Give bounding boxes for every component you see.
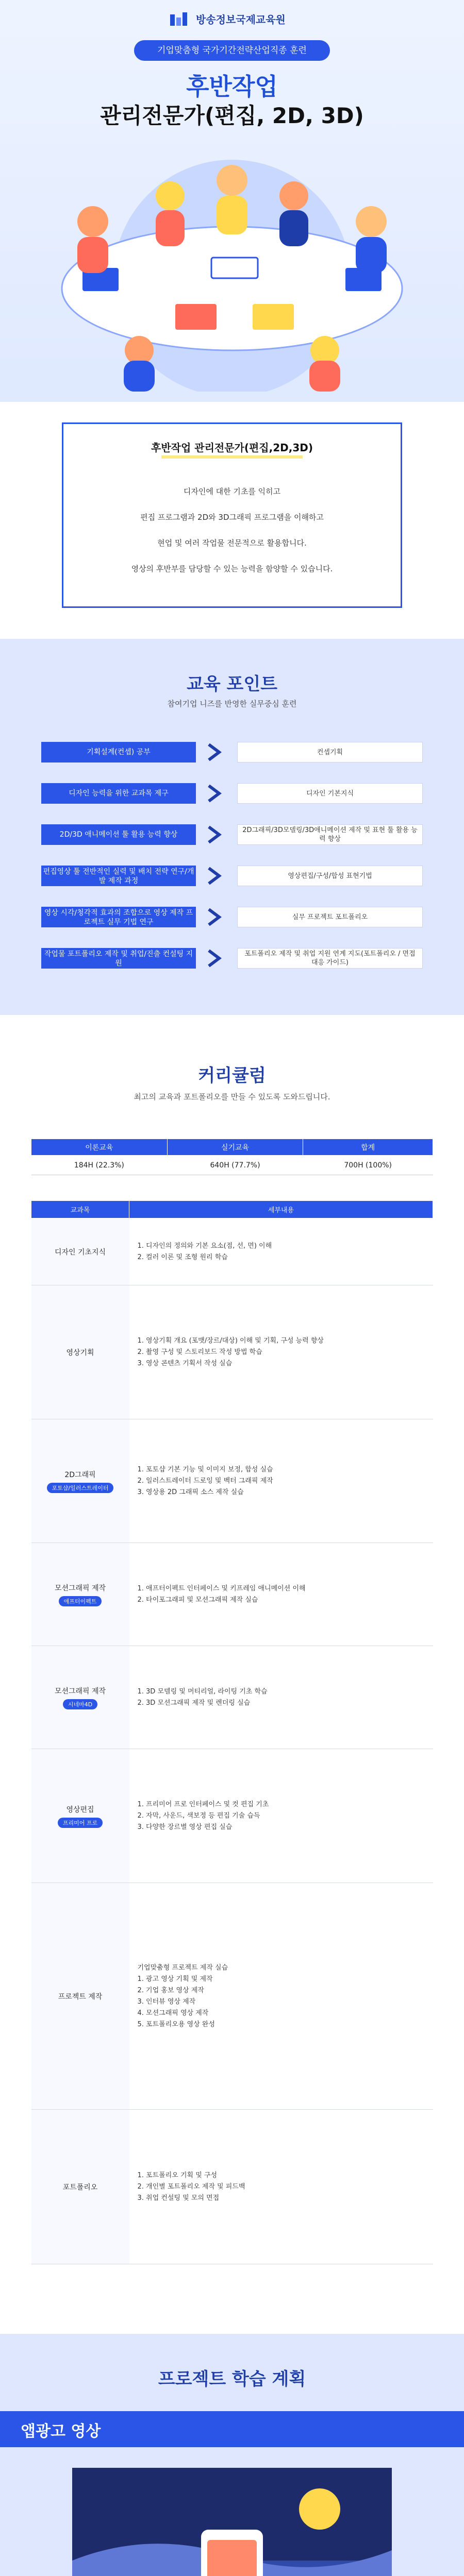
description-cell bbox=[129, 2110, 433, 2264]
description-line: 3. 다양한 장르별 영상 편집 실습 bbox=[137, 1823, 233, 1831]
subject-cell bbox=[31, 1646, 129, 1749]
logo[interactable] bbox=[170, 11, 286, 26]
curriculum-header: 세부내용 bbox=[129, 1201, 433, 1218]
description-cell bbox=[129, 1749, 433, 1883]
tool-badge: 시네마4D bbox=[63, 1699, 97, 1709]
description-line: 1. 프리미어 프로 인터페이스 및 컷 편집 기초 bbox=[137, 1800, 269, 1808]
subject-name: 모션그래픽 제작 bbox=[54, 1687, 106, 1696]
subject-name: 모션그래픽 제작 bbox=[54, 1584, 106, 1592]
description-line: 2. 컬러 이론 및 조형 원리 학습 bbox=[137, 1253, 228, 1261]
description-line: 5. 포트폴리오용 영상 완성 bbox=[137, 2020, 215, 2028]
description-line: 2. 일러스트레이터 드로잉 및 벡터 그래픽 제작 bbox=[137, 1477, 273, 1485]
chevron-right-icon bbox=[204, 948, 224, 969]
hero-title-line1: 후반작업 bbox=[186, 73, 278, 100]
description-cell bbox=[129, 1646, 433, 1749]
summary-header: 이론교육 bbox=[31, 1139, 168, 1156]
summary-header: 실기교육 bbox=[167, 1139, 303, 1156]
project-category-title: 앱광고 영상 bbox=[21, 2422, 101, 2441]
project-plan-title: 프로젝트 학습 계획 bbox=[158, 2369, 306, 2389]
description-line: 2. 타이포그래피 및 모션그래픽 제작 실습 bbox=[137, 1596, 258, 1604]
intro-line: 현업 및 여러 작업물 전문적으로 활용합니다. bbox=[157, 538, 307, 548]
description-line: 1. 영상기획 개요 (포맷/장르/대상) 이해 및 기획, 구성 능력 향상 bbox=[137, 1336, 324, 1345]
curriculum-header: 교과목 bbox=[31, 1201, 129, 1218]
logo-icon bbox=[170, 12, 191, 26]
subject-cell bbox=[31, 1543, 129, 1646]
description-line: 1. 애프터이펙트 인터페이스 및 키프레임 애니메이션 이해 bbox=[137, 1584, 306, 1592]
subject-cell bbox=[31, 1749, 129, 1883]
logo-text: 방송정보국제교육원 bbox=[196, 13, 286, 26]
team-meeting-illustration-icon bbox=[21, 134, 443, 392]
curriculum-section bbox=[0, 1015, 464, 2334]
intro-section bbox=[0, 402, 464, 639]
description-cell bbox=[129, 1883, 433, 2110]
description-line: 2. 개인별 포트폴리오 제작 및 피드백 bbox=[137, 2182, 245, 2191]
table-row bbox=[31, 1419, 433, 1543]
edu-point-left: 작업물 포트폴리오 제작 및 취업/진출 컨설팅 지원 bbox=[41, 948, 196, 969]
description-cell bbox=[129, 1218, 433, 1285]
table-row bbox=[31, 1749, 433, 1883]
description-line: 3. 영상 콘텐츠 기획서 작성 실습 bbox=[137, 1359, 233, 1367]
edu-point-right: 포트폴리오 제작 및 취업 지원 연계 지도(포트폴리오 / 면접 대응 가이드) bbox=[237, 948, 423, 969]
summary-value: 700H (100%) bbox=[303, 1156, 433, 1175]
hours-summary-table bbox=[31, 1139, 433, 1175]
table-row bbox=[31, 2110, 433, 2264]
intro-title: 후반작업 관리전문가(편집,2D,3D) bbox=[63, 439, 401, 454]
description-line: 1. 3D 모델링 및 머티리얼, 라이팅 기초 학습 bbox=[137, 1687, 268, 1696]
edu-point-right: 컨셉기획 bbox=[237, 742, 423, 762]
hero-section bbox=[0, 0, 464, 402]
table-row bbox=[31, 1218, 433, 1285]
intro-line: 영상의 후반부를 담당할 수 있는 능력을 함양할 수 있습니다. bbox=[131, 564, 333, 573]
summary-header: 합계 bbox=[303, 1139, 433, 1156]
description-line: 2. 3D 모션그래픽 제작 및 렌더링 실습 bbox=[137, 1699, 251, 1707]
chevron-right-icon bbox=[204, 783, 224, 804]
subject-name: 2D그래픽 bbox=[64, 1470, 96, 1479]
description-line: 3. 취업 컨설팅 및 모의 면접 bbox=[137, 2194, 220, 2202]
subject-name: 프로젝트 제작 bbox=[58, 1992, 103, 2001]
description-line: 2. 자막, 사운드, 색보정 등 편집 기술 습득 bbox=[137, 1811, 260, 1820]
tool-badge: 애프터이펙트 bbox=[59, 1596, 102, 1606]
edu-point-right: 디자인 기본지식 bbox=[237, 783, 423, 804]
subject-cell bbox=[31, 1218, 129, 1285]
chevron-right-icon bbox=[204, 824, 224, 845]
curriculum-table bbox=[31, 1200, 433, 2264]
education-point-section bbox=[0, 639, 464, 1015]
education-point-title: 교육 포인트 bbox=[186, 674, 278, 694]
summary-value: 640H (77.7%) bbox=[167, 1156, 303, 1175]
description-line: 3. 인터뷰 영상 제작 bbox=[137, 1997, 196, 2006]
description-line: 2. 기업 홍보 영상 제작 bbox=[137, 1986, 204, 1994]
table-row bbox=[31, 1285, 433, 1419]
description-cell bbox=[129, 1543, 433, 1646]
description-cell bbox=[129, 1419, 433, 1543]
tool-badge: 포토샵/일러스트레이터 bbox=[47, 1483, 114, 1493]
description-line: 1. 디자인의 정의와 기본 요소(점, 선, 면) 이해 bbox=[137, 1242, 272, 1250]
intro-box bbox=[62, 422, 402, 608]
subject-name: 영상편집 bbox=[66, 1805, 94, 1814]
description-line: 1. 포토샵 기본 기능 및 이미지 보정, 합성 실습 bbox=[137, 1465, 273, 1473]
chevron-right-icon bbox=[204, 866, 224, 886]
table-row bbox=[31, 1646, 433, 1749]
education-point-subtitle: 참여기업 니즈를 반영한 실무중심 훈련 bbox=[167, 699, 297, 708]
subject-name: 영상기획 bbox=[66, 1348, 94, 1357]
intro-line: 디자인에 대한 기초를 익히고 bbox=[183, 487, 281, 496]
tool-badge: 프리미어 프로 bbox=[58, 1818, 103, 1828]
edu-point-right: 실무 프로젝트 포트폴리오 bbox=[237, 907, 423, 927]
subject-name: 디자인 기초지식 bbox=[54, 1248, 106, 1257]
edu-point-left: 영상 시각/청각적 효과의 조합으로 영상 제작 프로젝트 실무 기법 연구 bbox=[41, 907, 196, 927]
subject-cell bbox=[31, 1883, 129, 2110]
project-category-bar bbox=[0, 2411, 464, 2447]
edu-point-left: 디자인 능력을 위한 교과목 제구 bbox=[41, 783, 196, 804]
subject-cell bbox=[31, 1419, 129, 1543]
summary-value: 184H (22.3%) bbox=[31, 1156, 168, 1175]
table-row bbox=[31, 1883, 433, 2110]
intro-line: 편집 프로그램과 2D와 3D그래픽 프로그램을 이해하고 bbox=[140, 513, 324, 522]
description-line: 2. 촬영 구성 및 스토리보드 작성 방법 학습 bbox=[137, 1348, 262, 1356]
curriculum-title: 커리큘럼 bbox=[198, 1065, 266, 1086]
edu-point-right: 영상편집/구성/합성 표현기법 bbox=[237, 866, 423, 886]
description-line: 기업맞춤형 프로젝트 제작 실습 bbox=[137, 1963, 228, 1972]
subject-cell bbox=[31, 1285, 129, 1419]
chevron-right-icon bbox=[204, 742, 224, 762]
curriculum-subtitle: 최고의 교육과 포트폴리오를 만들 수 있도록 도와드립니다. bbox=[134, 1092, 330, 1101]
edu-point-left: 편집영상 툴 전반적인 실력 및 배치 전략 연구/개발 제작 과정 bbox=[41, 866, 196, 886]
program-type-pill: 기업맞춤형 국가기간전략산업직종 훈련 bbox=[134, 40, 330, 61]
description-line: 4. 모션그래픽 영상 제작 bbox=[137, 2009, 209, 2017]
table-row bbox=[31, 1543, 433, 1646]
description-line: 3. 영상용 2D 그래픽 소스 제작 실습 bbox=[137, 1488, 244, 1496]
chevron-right-icon bbox=[204, 907, 224, 927]
app-ad-video-thumbnail-icon bbox=[72, 2468, 392, 2576]
subject-cell bbox=[31, 2110, 129, 2264]
description-line: 1. 광고 영상 기획 및 제작 bbox=[137, 1975, 213, 1983]
subject-name: 포트폴리오 bbox=[62, 2183, 98, 2192]
description-cell bbox=[129, 1285, 433, 1419]
edu-point-left: 기획설계(컨셉) 공부 bbox=[41, 742, 196, 762]
edu-point-left: 2D/3D 애니메이션 툴 활용 능력 향상 bbox=[41, 824, 196, 845]
description-line: 1. 포트폴리오 기획 및 구성 bbox=[137, 2171, 218, 2179]
project-plan-section bbox=[0, 2334, 464, 2576]
edu-point-right: 2D그래픽/3D모델링/3D애니메이션 제작 및 표현 툴 활용 능력 향상 bbox=[237, 824, 423, 845]
hero-title-line2: 관리전문가(편집, 2D, 3D) bbox=[100, 103, 364, 128]
